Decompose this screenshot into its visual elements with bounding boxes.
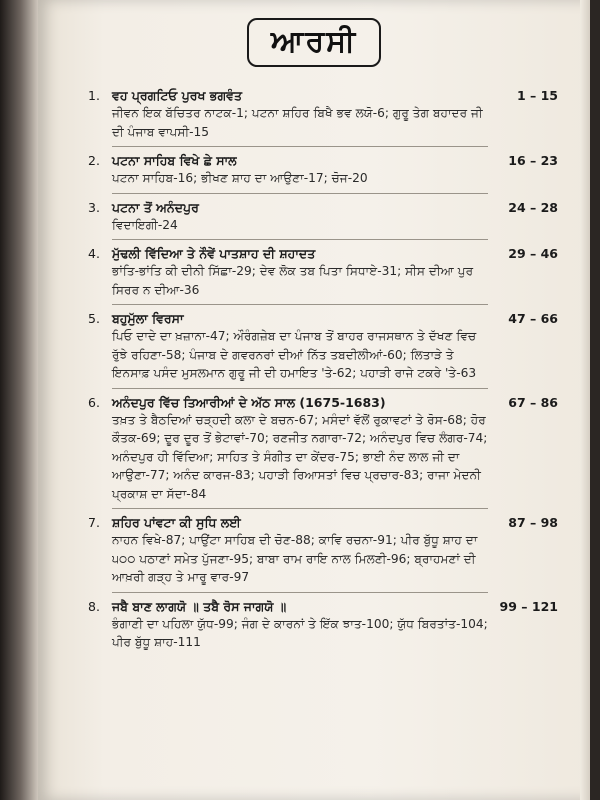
toc-entry-1 <box>88 88 558 147</box>
entry-number: 8. <box>88 598 100 614</box>
entry-heading: ਪਟਨਾ ਸਾਹਿਬ ਵਿਖੇ ਛੇ ਸਾਲ <box>112 153 237 168</box>
entry-heading: ਅਨੰਦਪੁਰ ਵਿੱਚ ਤਿਆਰੀਆਂ ਦੇ ਅੱਠ ਸਾਲ (1675-1683) <box>112 394 386 410</box>
toc-entry-7 <box>88 515 558 593</box>
title-area <box>38 18 590 67</box>
entry-subtext: ਨਾਹਨ ਵਿਖੇ-87; ਪਾਉਂਟਾ ਸਾਹਿਬ ਦੀ ਚੋਣ-88; ਕਾਵਿ ਰਚਨਾ-91; ਪੀਰ ਬੁੱਧੂ ਸ਼ਾਹ ਦਾ ੫੦੦ ਪਠਾਣਾਂ ਸਮੇਤ ਪੁੱਜਣਾ-95; ਬਾਬਾ ਰਾਮ ਰਾਇ ਨਾਲ ਮਿਲਣੀ-96; ਬ੍ਰਾਹਮਣਾਂ ਦੀ ਆਖ਼ਰੀ ਗੜ੍ਹ ਤੇ ਮਾਰੂ ਵਾਰ-97 <box>112 533 478 584</box>
table-of-contents <box>88 88 558 657</box>
entry-number: 2. <box>88 153 100 168</box>
entry-number: 4. <box>88 246 100 261</box>
entry-heading: ਸ਼ਹਿਰ ਪਾਂਵਟਾ ਕੀ ਸੁਧਿ ਲਈ <box>112 515 241 530</box>
entry-pages: 87 – 98 <box>508 515 558 530</box>
entry-heading: ਮੁੱਢਲੀ ਵਿੱਦਿਆ ਤੇ ਨੌਵੇਂ ਪਾਤਸ਼ਾਹ ਦੀ ਸ਼ਹਾਦਤ <box>112 246 316 261</box>
divider <box>112 146 488 147</box>
divider <box>112 193 488 194</box>
entry-subtext: ਭੰਗਾਣੀ ਦਾ ਪਹਿਲਾ ਯੁੱਧ-99; ਜੰਗ ਦੇ ਕਾਰਨਾਂ ਤੇ ਇੱਕ ਝਾਤ-100; ਯੁੱਧ ਬਿਰਤਾਂਤ-104; ਪੀਰ ਬੁੱਧੂ ਸ਼ਾਹ-111 <box>112 616 488 649</box>
entry-pages: 1 – 15 <box>516 88 558 103</box>
divider <box>112 388 488 389</box>
entry-pages: 29 – 46 <box>508 246 558 261</box>
entry-heading: ਬਹੁਮੁੱਲਾ ਵਿਰਸਾ <box>112 311 184 326</box>
book-page <box>38 0 590 800</box>
entry-number: 1. <box>88 88 100 103</box>
entry-subtext: ਜੀਵਨ ਇਕ ਬੱਚਿਤਰ ਨਾਟਕ-1; ਪਟਨਾ ਸ਼ਹਿਰ ਬਿਖੈ ਭਵ ਲਯੋ-6; ਗੁਰੂ ਤੇਗ ਬਹਾਦਰ ਜੀ ਦੀ ਪੰਜਾਬ ਵਾਪਸੀ-15 <box>112 106 483 139</box>
entry-number: 6. <box>88 394 100 410</box>
book-spine-shadow <box>0 0 38 800</box>
divider <box>112 508 488 509</box>
divider <box>112 304 488 305</box>
divider <box>112 592 488 593</box>
page-edge <box>580 0 590 800</box>
toc-entry-6 <box>88 395 558 510</box>
toc-entry-3 <box>88 200 558 241</box>
entry-subtext: ਵਿਦਾਇਗੀ-24 <box>112 217 178 232</box>
toc-entry-5 <box>88 311 558 389</box>
entry-pages: 24 – 28 <box>508 199 558 215</box>
toc-entry-8 <box>88 599 558 652</box>
entry-heading: ਜਬੈ ਬਾਣ ਲਾਗਯੋ ॥ ਤਬੈ ਰੋਸ ਜਾਗਯੋ ॥ <box>112 598 287 614</box>
toc-entry-2 <box>88 153 558 194</box>
divider <box>112 239 488 240</box>
entry-pages: 47 – 66 <box>508 311 558 326</box>
entry-subtext: ਤਖ਼ਤ ਤੇ ਬੈਠਦਿਆਂ ਚੜ੍ਹਦੀ ਕਲਾ ਦੇ ਬਚਨ-67; ਮਸੰਦਾਂ ਵੱਲੋਂ ਰੁਕਾਵਟਾਂ ਤੇ ਰੋਸ-68; ਹੋਰ ਕੌਤਕ-69; ਦੂਰ ਦੂਰ ਤੋਂ ਭੇਟਾਵਾਂ-70; ਰਣਜੀਤ ਨਗਾਰਾ-72; ਅਨੰਦਪੁਰ ਵਿਚ ਲੰਗਰ-74; ਅਨੰਦਪੁਰ ਹੀ ਵਿੱਦਿਆ; ਸਾਹਿਤ ਤੇ ਸੰਗੀਤ ਦਾ ਕੇਂਦਰ-75; ਭਾਈ ਨੰਦ ਲਾਲ ਜੀ ਦਾ ਆਉਣਾ-77; ਅਨੰਦ ਕਾਰਜ-83; ਪਹਾੜੀ ਰਿਆਸਤਾਂ ਵਿਚ ਪ੍ਰਚਾਰ-83; ਰਾਜਾ ਮੇਦਨੀ ਪ੍ਰਕਾਸ਼ ਦਾ ਸੱਦਾ-84 <box>112 412 488 501</box>
entry-pages: 16 – 23 <box>508 153 558 168</box>
page-title: ਆਰਸੀ <box>270 24 358 59</box>
entry-heading: ਵਹ ਪ੍ਰਗਟਿਓ ਪੁਰਖ ਭਗਵੰਤ <box>112 88 242 103</box>
entry-subtext: ਪਿਓ ਦਾਦੇ ਦਾ ਖ਼ਜ਼ਾਨਾ-47; ਔਰੰਗਜ਼ੇਬ ਦਾ ਪੰਜਾਬ ਤੋਂ ਬਾਹਰ ਰਾਜਸਥਾਨ ਤੇ ਦੱਖਣ ਵਿਚ ਰੁੱਝੇ ਰਹਿਣਾ-58; ਪੰਜਾਬ ਦੇ ਗਵਰਨਰਾਂ ਦੀਆਂ ਨਿੱਤ ਤਬਦੀਲੀਆਂ-60; ਲਿਤਾੜੇ ਤੇ ਇਨਸਾਫ਼ ਪਸੰਦ ਮੁਸਲਮਾਨ ਗੁਰੂ ਜੀ ਦੀ ਹਮਾਇਤ 'ਤੇ-62; ਪਹਾੜੀ ਰਾਜੇ ਟਕਰੇ 'ਤੇ-63 <box>112 329 477 380</box>
entry-number: 3. <box>88 199 100 215</box>
entry-number: 7. <box>88 515 100 530</box>
entry-pages: 99 – 121 <box>499 598 558 614</box>
title-box <box>247 18 381 67</box>
toc-entry-4 <box>88 246 558 305</box>
entry-number: 5. <box>88 311 100 326</box>
entry-subtext: ਪਟਨਾ ਸਾਹਿਬ-16; ਭੀਖਣ ਸ਼ਾਹ ਦਾ ਆਉਣਾ-17; ਚੋਜ-20 <box>112 171 368 185</box>
entry-pages: 67 – 86 <box>508 394 558 410</box>
entry-subtext: ਭਾਂਤਿ-ਭਾਂਤਿ ਕੀ ਦੀਨੀ ਸਿੱਛਾ-29; ਦੇਵ ਲੋਕ ਤਬ ਪਿਤਾ ਸਿਧਾਏ-31; ਸੀਸ ਦੀਆ ਪੁਰ ਸਿਰਰ ਨ ਦੀਆ-36 <box>112 264 474 297</box>
entry-heading: ਪਟਨਾ ਤੋਂ ਅਨੰਦਪੁਰ <box>112 199 199 215</box>
